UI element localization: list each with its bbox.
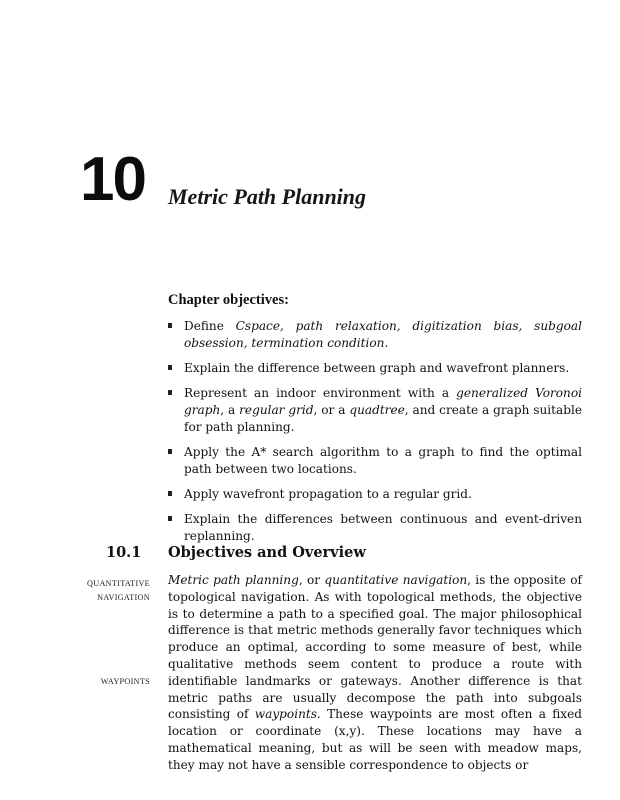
emphasis-text: quadtree xyxy=(349,403,405,417)
emphasis-text: regular grid xyxy=(239,403,314,417)
bullet-icon xyxy=(168,323,172,328)
bullet-icon xyxy=(168,449,172,454)
text-run: , or xyxy=(298,573,325,587)
margin-note-line: QUANTITATIVE xyxy=(87,579,150,588)
chapter-number: 10 xyxy=(80,145,145,214)
objective-item xyxy=(168,444,582,478)
objectives-heading: Chapter objectives: xyxy=(168,292,289,308)
emphasis-text: quantitative navigation xyxy=(324,573,468,587)
text-run: Explain the difference between graph and wavefront planners. xyxy=(184,361,570,375)
text-run: , a xyxy=(220,403,240,417)
text-run: Apply the A* search algorithm to a graph to find the optimal path between two locations. xyxy=(184,445,582,476)
text-run: Explain the differences between continuous and event-driven replanning. xyxy=(184,512,582,543)
objective-item xyxy=(168,511,582,545)
emphasis-text: Metric path planning xyxy=(168,573,299,587)
emphasis-text: waypoints xyxy=(254,707,317,722)
body-paragraph xyxy=(168,572,582,774)
emphasis-text: generalized Voronoi graph xyxy=(184,386,582,417)
objective-item xyxy=(168,486,582,503)
objective-item xyxy=(168,360,582,377)
objective-item xyxy=(168,385,582,436)
margin-note-line: WAYPOINTS xyxy=(100,677,150,686)
margin-note-quantitative-navigation xyxy=(87,577,150,605)
margin-note-line: NAVIGATION xyxy=(97,593,150,602)
chapter-title: Metric Path Planning xyxy=(168,184,367,209)
text-run: Apply wavefront propagation to a regular grid. xyxy=(184,487,472,501)
bullet-icon xyxy=(168,390,172,395)
text-run: . These waypoints are most often a fixed location or coordinate (x,y). These locations may have a mathematical meaning, but as will be seen with meadow maps, they may not have a sensible correspondence to objects or xyxy=(168,707,583,772)
text-run: . xyxy=(384,336,389,350)
bullet-icon xyxy=(168,491,172,496)
objectives-list xyxy=(168,318,582,545)
text-run: Represent an indoor environment with a xyxy=(184,386,457,400)
text-run: , and create a graph suitable for path planning. xyxy=(184,403,583,434)
chapter-objectives xyxy=(168,292,582,553)
text-run: , is the opposite of topological navigation. As with topological methods, the objective is to determine a path to a specified goal. The major philosophical difference is that metric methods generally favor techniques which produce an optimal, according to some measure of best, while qualitative methods seem content to produce a route with identifiable landmarks or gateways. Another difference is that metric paths are usually decompose the path into subgoals consisting of xyxy=(168,573,582,722)
objective-item xyxy=(168,318,582,352)
text-run: Define xyxy=(184,319,236,333)
margin-note-waypoints xyxy=(101,675,150,689)
text-run: , or a xyxy=(313,403,350,417)
bullet-icon xyxy=(168,365,172,370)
emphasis-text: Cspace, path relaxation, digitization bias, subgoal obsession, termination condition xyxy=(184,319,582,350)
section-number: 10.1 xyxy=(106,544,142,561)
bullet-icon xyxy=(168,516,172,521)
section-title: Objectives and Overview xyxy=(168,544,366,561)
